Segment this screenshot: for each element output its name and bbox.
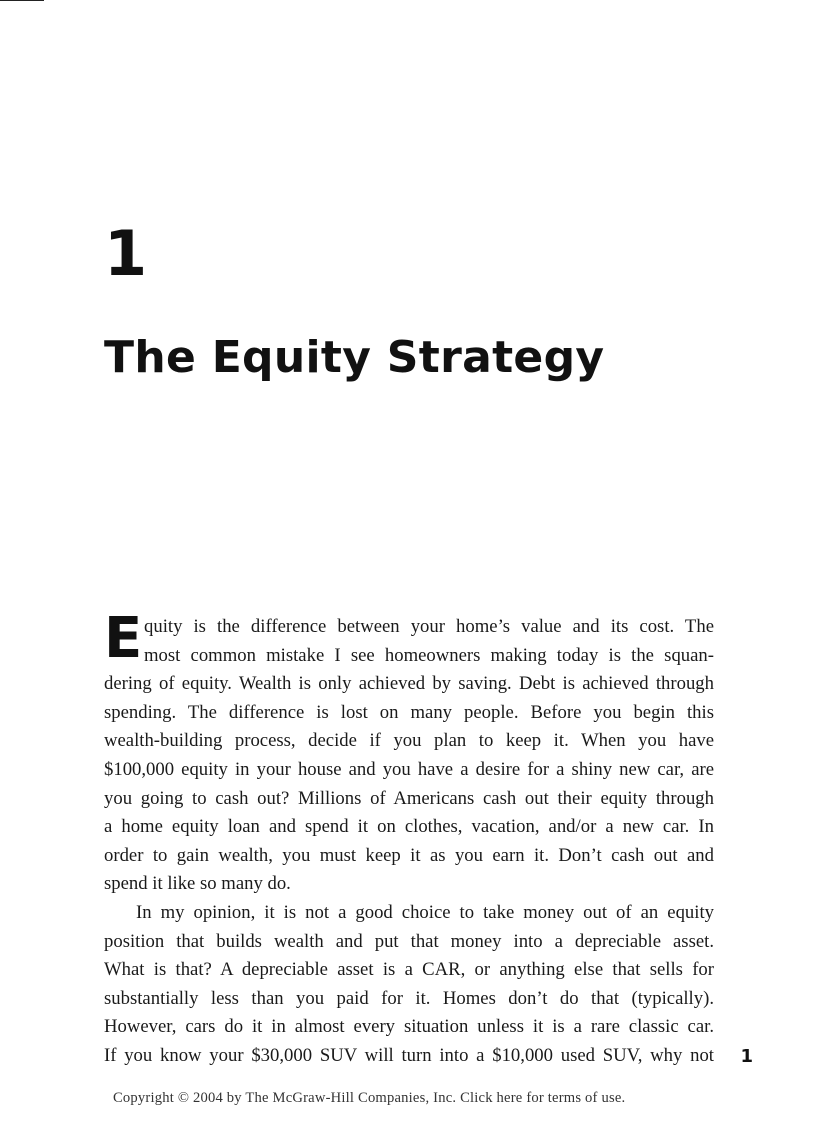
body-line: In my opinion, it is not a good choice to take money out of an equity: [136, 901, 714, 923]
body-line: However, cars do it in almost every situation unless it is a rare classic car.: [104, 1016, 714, 1038]
body-line: order to gain wealth, you must keep it as you earn it. Don’t cash out and: [104, 844, 714, 866]
body-line: wealth-building process, decide if you plan to keep it. When you have: [104, 730, 714, 752]
body-line: If you know your $30,000 SUV will turn into a $10,000 used SUV, why not: [104, 1044, 714, 1066]
body-line: What is that? A depreciable asset is a CAR, or anything else that sells for: [104, 959, 714, 981]
body-line: most common mistake I see homeowners making today is the squan-: [144, 644, 714, 666]
body-line: quity is the difference between your home’s value and its cost. The: [144, 616, 714, 637]
body-line: substantially less than you paid for it. Homes don’t do that (typically).: [104, 987, 714, 1009]
body-line: position that builds wealth and put that money into a depreciable asset.: [104, 930, 714, 952]
copyright-notice[interactable]: Copyright © 2004 by The McGraw-Hill Companies, Inc. Click here for terms of use.: [113, 1090, 626, 1106]
body-line: you going to cash out? Millions of Americans cash out their equity through: [104, 787, 714, 809]
corner-rule: [0, 0, 44, 1]
body-line: spending. The difference is lost on many people. Before you begin this: [104, 701, 714, 723]
body-line: $100,000 equity in your house and you have a desire for a shiny new car, are: [104, 758, 714, 780]
chapter-number: 1: [104, 217, 148, 290]
page-number: 1: [740, 1046, 753, 1067]
body-line: spend it like so many do.: [104, 873, 291, 895]
body-line: dering of equity. Wealth is only achieved by saving. Debt is achieved through: [104, 673, 714, 695]
body-line: a home equity loan and spend it on clothes, vacation, and/or a new car. In: [104, 816, 714, 838]
body-text: [104, 606, 714, 1071]
chapter-title: The Equity Strategy: [104, 332, 605, 383]
drop-cap: E: [104, 606, 143, 671]
